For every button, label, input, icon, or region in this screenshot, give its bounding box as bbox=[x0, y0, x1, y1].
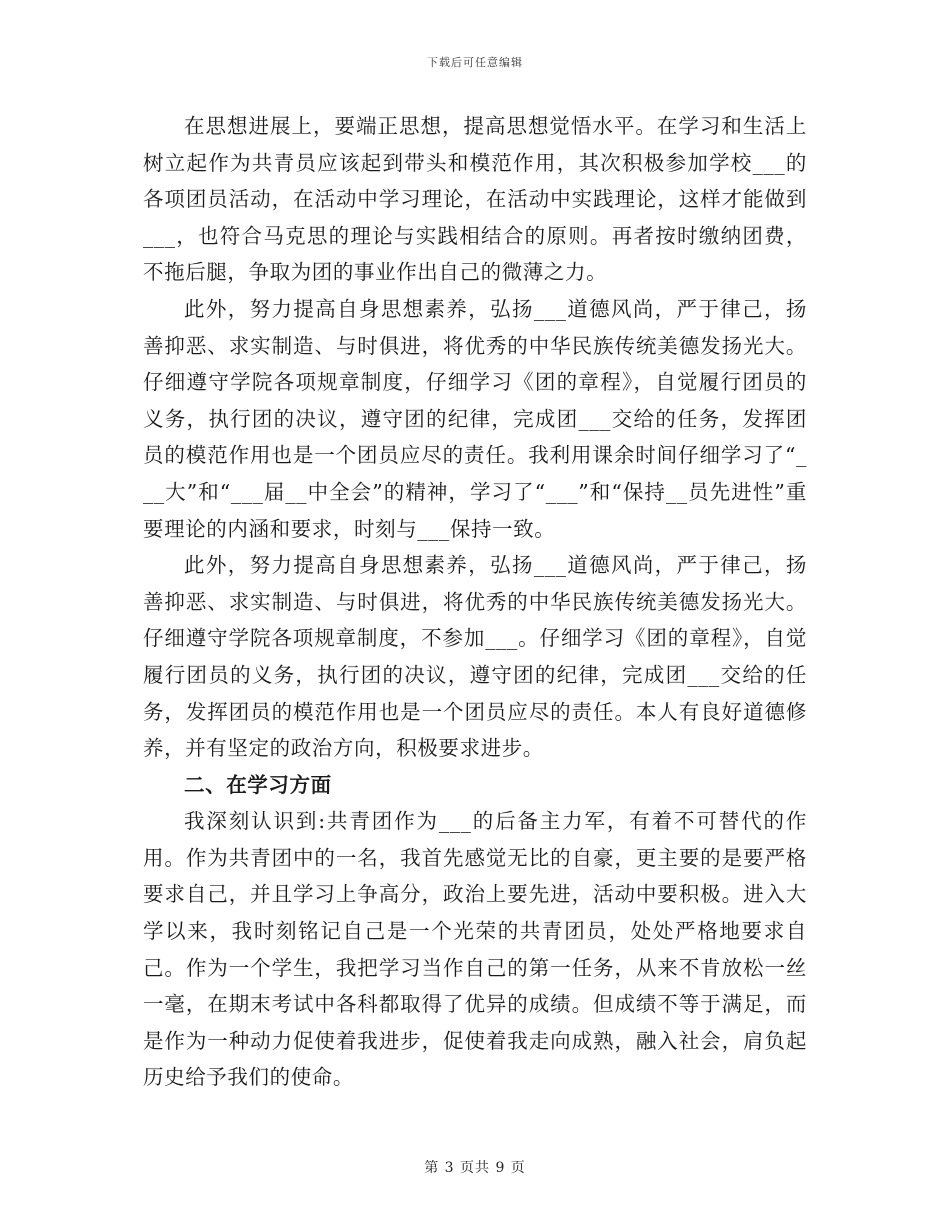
document-body bbox=[143, 108, 807, 1096]
paragraph-ideology: 在思想进展上，要端正思想，提高思想觉悟水平。在学习和生活上树立起作为共青员应该起到带头和模范作用，其次积极参加学校___的各项团员活动，在活动中学习理论，在活动中实践理论，这样才能做到___，也符合马克思的理论与实践相结合的原则。再者按时缴纳团费，不拖后腿，争取为团的事业作出自己的微薄之力。 bbox=[143, 114, 807, 285]
paragraph-study: 我深刻认识到:共青团作为___的后备主力军，有着不可替代的作用。作为共青团中的一名，我首先感觉无比的自豪，更主要的是要严格要求自己，并且学习上争高分，政治上要先进，活动中要积极。进入大学以来，我时刻铭记自己是一个光荣的共青团员，处处严格地要求自己。作为一个学生，我把学习当作自己的第一任务，从来不肯放松一丝一毫，在期末考试中各科都取得了优异的成绩。但成绩不等于满足，而是作为一种动力促使着我进步，促使着我走向成熟，融入社会，肩负起历史给予我们的使命。 bbox=[143, 809, 807, 1090]
paragraph-morality-1: 此外，努力提高自身思想素养，弘扬___道德风尚，严于律己，扬善抑恶、求实制造、与时俱进，将优秀的中华民族传统美德发扬光大。仔细遵守学院各项规章制度，仔细学习《团的章程》，自觉履行团员的义务，执行团的决议，遵守团的纪律，完成团___交给的任务，发挥团员的模范作用也是一个团员应尽的责任。我利用课余时间仔细学习了“___大”和“___届__中全会”的精神，学习了“___”和“保持__员先进性”重要理论的内涵和要求，时刻与___保持一致。 bbox=[143, 296, 807, 541]
paragraph-morality-2: 此外，努力提高自身思想素养，弘扬___道德风尚，严于律己，扬善抑恶、求实制造、与时俱进，将优秀的中华民族传统美德发扬光大。仔细遵守学院各项规章制度，不参加___。仔细学习《团的章程》，自觉履行团员的义务，执行团的决议，遵守团的纪律，完成团___交给的任务，发挥团员的模范作用也是一个团员应尽的责任。本人有良好道德修养，并有坚定的政治方向，积极要求进步。 bbox=[143, 553, 807, 761]
section-heading-study: 二、在学习方面 bbox=[184, 772, 332, 797]
page-header: 下载后可任意编辑 bbox=[427, 56, 523, 69]
page-footer: 第 3 页共 9 页 bbox=[424, 1160, 526, 1176]
